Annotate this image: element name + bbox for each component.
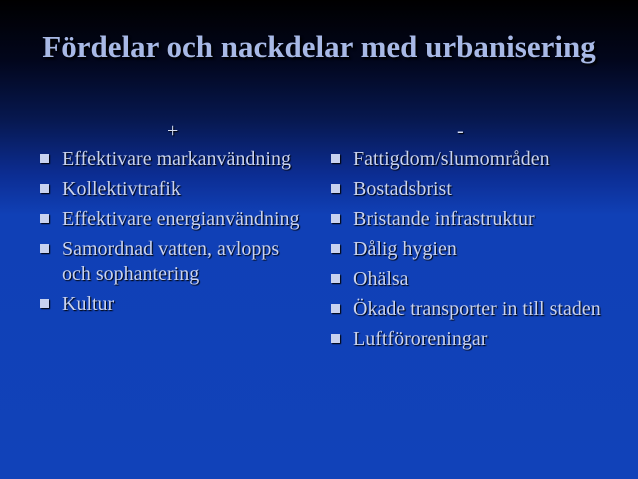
list-item-text: Luftföroreningar [353,328,488,350]
list-item [331,267,631,292]
list-item-text: Kultur [62,293,115,315]
square-bullet-icon [331,304,340,313]
list-item [40,237,300,287]
square-bullet-icon [40,154,49,163]
pros-header: + [167,120,179,142]
list-item [331,327,631,352]
square-bullet-icon [331,274,340,283]
square-bullet-icon [331,184,340,193]
square-bullet-icon [40,214,49,223]
pros-column [40,120,300,322]
square-bullet-icon [331,244,340,253]
list-item [331,147,631,172]
list-item [331,207,631,232]
cons-list [331,147,631,352]
list-item [331,237,631,262]
list-item [40,292,300,317]
list-item-text: Samordnad vatten, avlopps och sophantering [62,238,280,285]
list-item-text: Bostadsbrist [353,178,452,200]
list-item-text: Effektivare markanvändning [62,148,291,170]
square-bullet-icon [331,334,340,343]
square-bullet-icon [40,299,49,308]
square-bullet-icon [40,184,49,193]
list-item [40,177,300,202]
list-item-text: Fattigdom/slumområden [353,148,550,170]
list-item-text: Bristande infrastruktur [353,208,535,230]
square-bullet-icon [40,244,49,253]
list-item [40,207,300,232]
list-item-text: Ohälsa [353,268,409,290]
cons-header: - [457,120,464,142]
list-item-text: Ökade transporter in till staden [353,298,601,320]
square-bullet-icon [331,214,340,223]
pros-list [40,147,300,317]
square-bullet-icon [331,154,340,163]
list-item-text: Effektivare energianvändning [62,208,300,230]
slide-title: Fördelar och nackdelar med urbanisering [42,29,596,64]
cons-column [331,120,631,357]
list-item-text: Dålig hygien [353,238,457,260]
list-item [40,147,300,172]
list-item [331,297,631,322]
list-item-text: Kollektivtrafik [62,178,181,200]
list-item [331,177,631,202]
